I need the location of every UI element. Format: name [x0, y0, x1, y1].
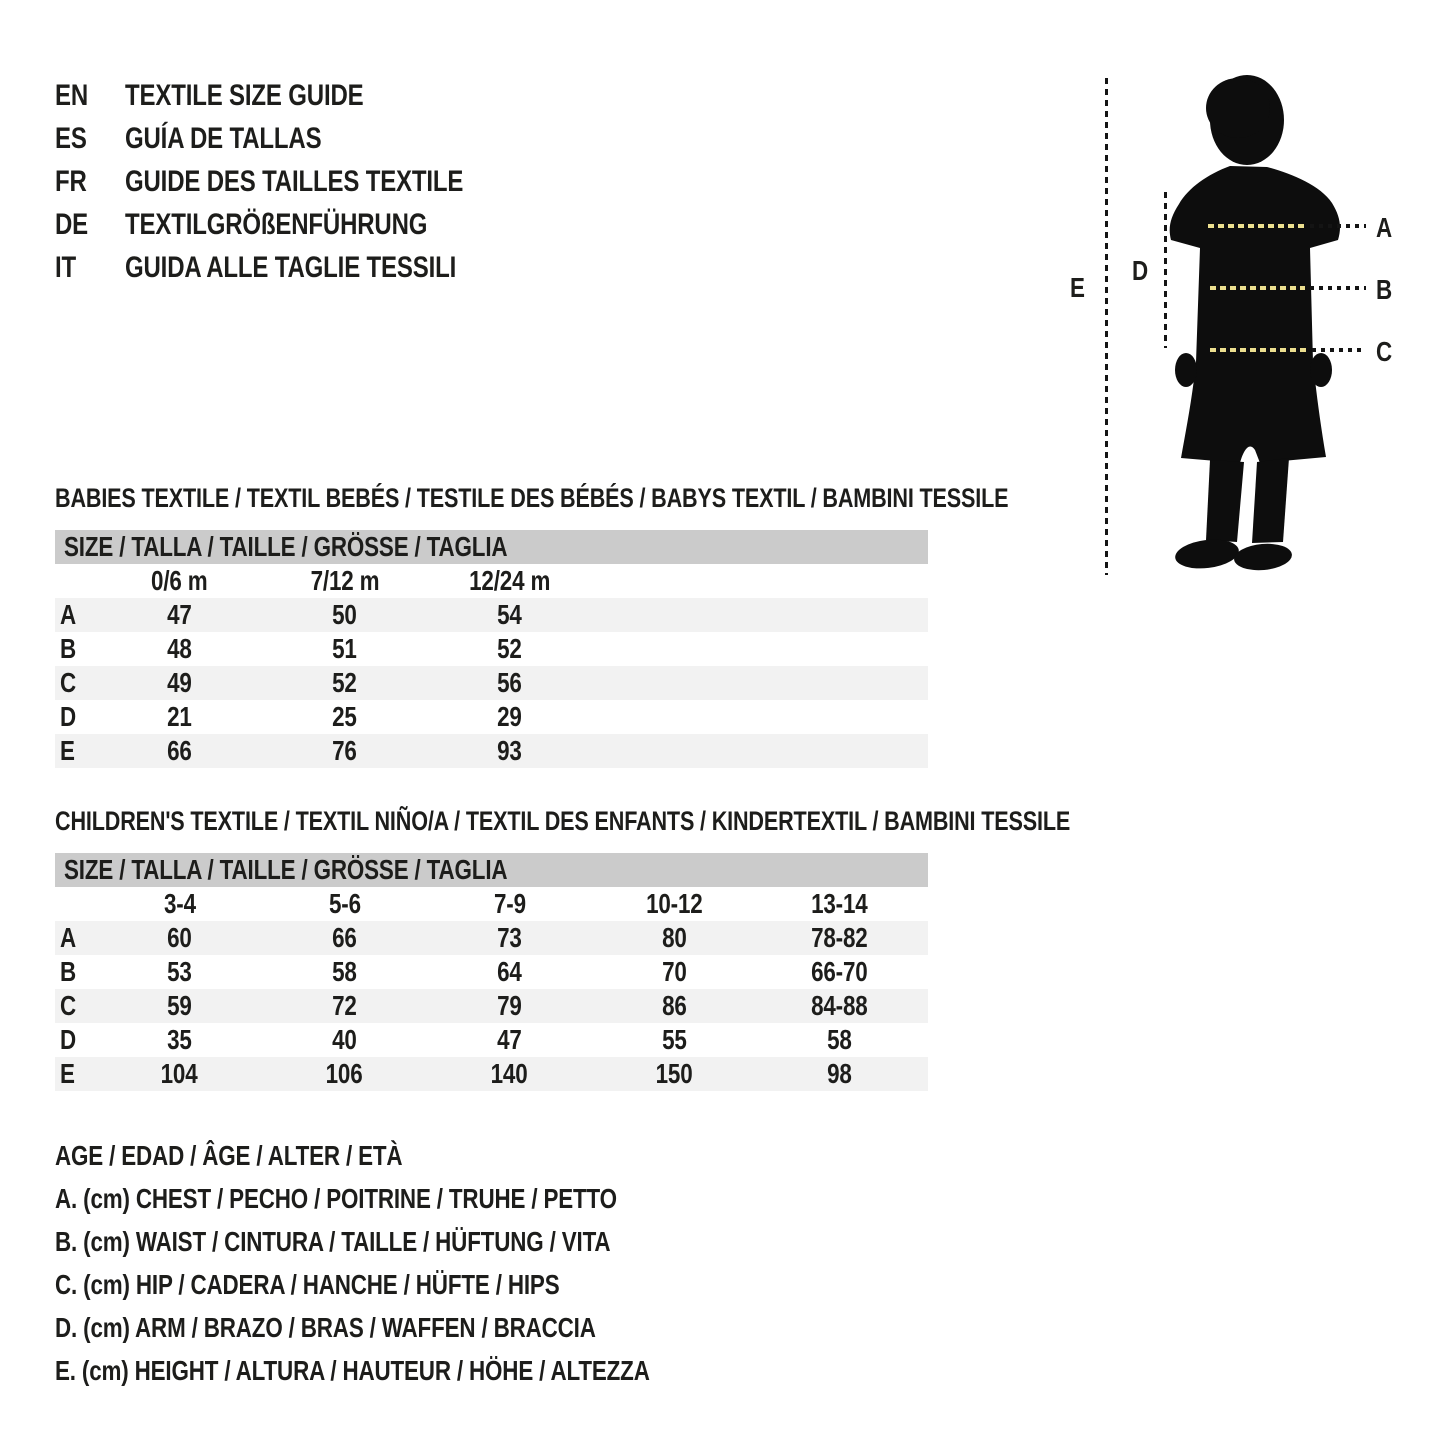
table-cell: 93: [497, 735, 522, 766]
lang-row-en: [55, 74, 548, 117]
table-cell: 49: [167, 667, 192, 698]
language-title-block: [55, 74, 548, 289]
table-row: [55, 921, 928, 955]
measurement-legend: [55, 1134, 798, 1392]
column-header: 5-6: [328, 888, 361, 919]
column-header: 0/6 m: [151, 565, 208, 596]
table-cell: 48: [167, 633, 192, 664]
table-cell: 64: [497, 956, 522, 987]
lang-code: IT: [55, 250, 77, 284]
table-cell: 55: [662, 1024, 687, 1055]
row-label: B: [60, 633, 77, 664]
lang-code: ES: [55, 121, 87, 155]
table-cell: 150: [656, 1058, 693, 1089]
size-header-bar: SIZE / TALLA / TAILLE / GRÖSSE / TAGLIA: [55, 853, 928, 887]
table-row: [55, 632, 928, 666]
table-cell: 84-88: [811, 990, 868, 1021]
table-cell: 56: [497, 667, 522, 698]
table-row: [55, 598, 928, 632]
arm-measure-line-d: [1164, 192, 1167, 348]
waist-lead-line: [1310, 286, 1366, 290]
table-cell: 35: [167, 1024, 192, 1055]
column-header: 13-14: [811, 888, 868, 919]
lang-row-es: [55, 117, 548, 160]
row-label: E: [60, 1058, 75, 1089]
table-cell: 66-70: [811, 956, 868, 987]
table-row: [55, 1057, 928, 1091]
legend-item-height: E. (cm) HEIGHT / ALTURA / HAUTEUR / HÖHE / ALTEZZA: [55, 1354, 650, 1386]
lang-code: FR: [55, 164, 87, 198]
table-row: [55, 666, 928, 700]
table-cell: 80: [662, 922, 687, 953]
figure-label-c: C: [1376, 336, 1393, 367]
table-cell: 60: [167, 922, 192, 953]
chest-lead-line: [1310, 224, 1366, 228]
table-cell: 66: [167, 735, 192, 766]
table-cell: 52: [497, 633, 522, 664]
children-size-table: [55, 853, 928, 1091]
legend-item-chest: A. (cm) CHEST / PECHO / POITRINE / TRUHE / PETTO: [55, 1182, 617, 1214]
guide-title: GUIDE DES TAILLES TEXTILE: [125, 164, 464, 198]
table-row: [55, 955, 928, 989]
table-row: [55, 989, 928, 1023]
table-cell: 73: [497, 922, 522, 953]
hip-lead-line: [1312, 348, 1366, 352]
table-row: [55, 700, 928, 734]
row-label: B: [60, 956, 77, 987]
babies-size-table: [55, 530, 928, 768]
table-cell: 51: [332, 633, 357, 664]
table-cell: 86: [662, 990, 687, 1021]
lang-row-fr: [55, 160, 548, 203]
lang-row-it: [55, 246, 548, 289]
table-cell: 40: [332, 1024, 357, 1055]
table-cell: 78-82: [811, 922, 868, 953]
lang-row-de: [55, 203, 548, 246]
column-header: 12/24 m: [468, 565, 551, 596]
column-header-row: [55, 887, 928, 921]
table-row: [55, 1023, 928, 1057]
row-label: E: [60, 735, 75, 766]
babies-section-title: BABIES TEXTILE / TEXTIL BEBÉS / TESTILE DES BÉBÉS / BABYS TEXTIL / BAMBINI TESSILE: [55, 483, 1009, 513]
figure-label-d: D: [1132, 255, 1149, 286]
chest-measure-line: [1208, 224, 1305, 228]
legend-item-hip: C. (cm) HIP / CADERA / HANCHE / HÜFTE / HIPS: [55, 1268, 560, 1300]
column-header-row: [55, 564, 928, 598]
table-cell: 66: [332, 922, 357, 953]
table-cell: 104: [161, 1058, 198, 1089]
table-cell: 50: [332, 599, 357, 630]
table-cell: 25: [332, 701, 357, 732]
row-label: D: [60, 1024, 77, 1055]
table-cell: 106: [326, 1058, 363, 1089]
guide-title: TEXTILGRÖßENFÜHRUNG: [125, 207, 428, 241]
legend-age-line: AGE / EDAD / ÂGE / ALTER / ETÀ: [55, 1139, 403, 1171]
figure-label-a: A: [1376, 212, 1393, 243]
row-label: A: [60, 599, 77, 630]
column-header: 10-12: [646, 888, 703, 919]
lang-code: EN: [55, 78, 89, 112]
table-cell: 47: [497, 1024, 522, 1055]
table-cell: 79: [497, 990, 522, 1021]
table-row: [55, 734, 928, 768]
table-cell: 59: [167, 990, 192, 1021]
lang-code: DE: [55, 207, 89, 241]
size-header-bar: SIZE / TALLA / TAILLE / GRÖSSE / TAGLIA: [55, 530, 928, 564]
table-cell: 29: [497, 701, 522, 732]
table-cell: 58: [332, 956, 357, 987]
guide-title: TEXTILE SIZE GUIDE: [125, 78, 364, 112]
table-cell: 47: [167, 599, 192, 630]
table-cell: 76: [332, 735, 357, 766]
figure-label-b: B: [1376, 274, 1393, 305]
row-label: C: [60, 990, 77, 1021]
table-cell: 140: [491, 1058, 528, 1089]
table-cell: 21: [167, 701, 192, 732]
table-cell: 70: [662, 956, 687, 987]
row-label: C: [60, 667, 77, 698]
table-cell: 98: [827, 1058, 852, 1089]
row-label: A: [60, 922, 77, 953]
table-cell: 58: [827, 1024, 852, 1055]
legend-item-arm: D. (cm) ARM / BRAZO / BRAS / WAFFEN / BRACCIA: [55, 1311, 596, 1343]
hip-measure-line: [1210, 348, 1306, 352]
row-label: D: [60, 701, 77, 732]
column-header: 3-4: [163, 888, 196, 919]
table-cell: 53: [167, 956, 192, 987]
column-header: 7-9: [493, 888, 526, 919]
guide-title: GUIDA ALLE TAGLIE TESSILI: [125, 250, 457, 284]
column-header: 7/12 m: [310, 565, 379, 596]
waist-measure-line: [1210, 286, 1305, 290]
guide-title: GUÍA DE TALLAS: [125, 121, 322, 155]
legend-item-waist: B. (cm) WAIST / CINTURA / TAILLE / HÜFTUNG / VITA: [55, 1225, 611, 1257]
table-cell: 52: [332, 667, 357, 698]
table-cell: 72: [332, 990, 357, 1021]
table-cell: 54: [497, 599, 522, 630]
children-section-title: CHILDREN'S TEXTILE / TEXTIL NIÑO/A / TEXTIL DES ENFANTS / KINDERTEXTIL / BAMBINI TESSILE: [55, 806, 1071, 836]
figure-label-e: E: [1070, 272, 1085, 303]
